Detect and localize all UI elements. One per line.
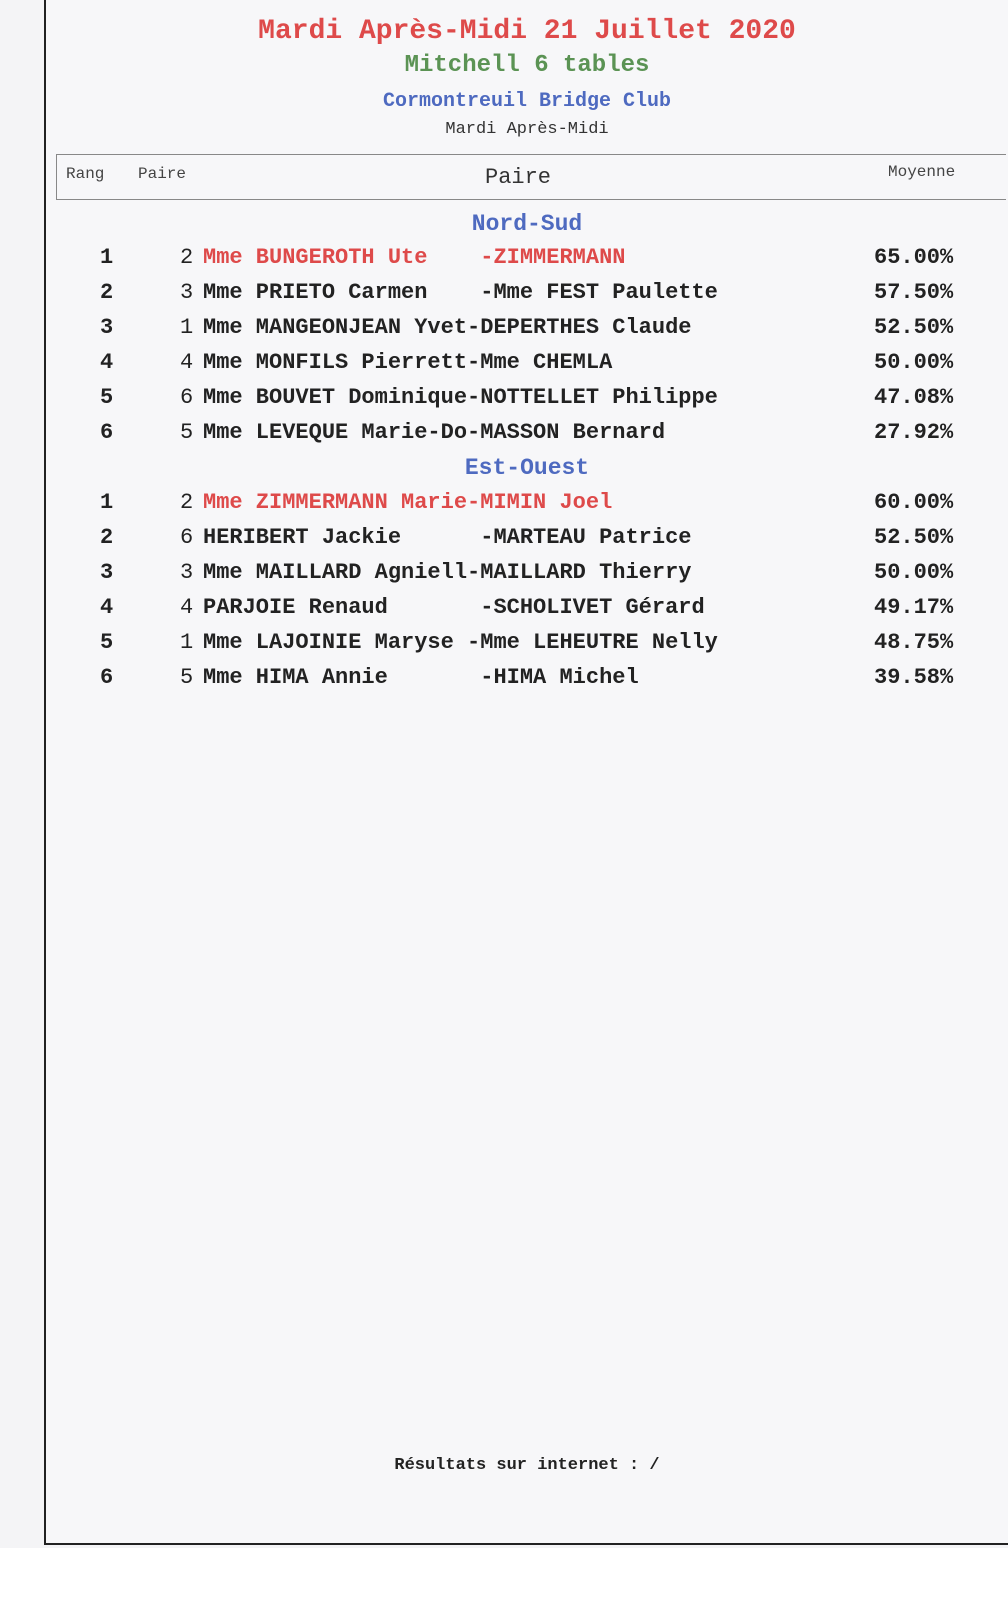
column-paire-names: Paire [485,165,552,190]
row-pair-number: 4 [180,350,194,375]
row-moyenne: 60.00% [874,490,954,515]
row-moyenne: 39.58% [874,665,954,690]
row-rang: 6 [100,665,114,690]
row-pair-number: 1 [180,630,194,655]
row-pair-names: Mme MAILLARD Agniell-MAILLARD Thierry [203,560,692,585]
table-header [56,154,1006,200]
row-moyenne: 52.50% [874,315,954,340]
row-pair-number: 4 [180,595,194,620]
table-row [46,665,1008,699]
table-row [46,595,1008,629]
table-row [46,350,1008,384]
club-name: Cormontreuil Bridge Club [382,90,672,113]
row-rang: 1 [100,490,114,515]
row-pair-number: 6 [180,525,194,550]
page-bottom-margin [0,1548,1008,1600]
section-title: Nord-Sud [471,211,583,237]
page-subtitle: Mitchell 6 tables [404,52,650,79]
row-moyenne: 49.17% [874,595,954,620]
table-row [46,525,1008,559]
row-pair-number: 6 [180,385,194,410]
row-pair-names: Mme LAJOINIE Maryse -Mme LEHEUTRE Nelly [203,630,718,655]
results-sheet [44,0,1008,1545]
row-pair-number: 3 [180,560,194,585]
row-pair-names: PARJOIE Renaud -SCHOLIVET Gérard [203,595,705,620]
row-pair-names: Mme MONFILS Pierrett-Mme CHEMLA [203,350,613,375]
row-rang: 1 [100,245,114,270]
row-pair-names: Mme LEVEQUE Marie-Do-MASSON Bernard [203,420,666,445]
row-rang: 5 [100,630,114,655]
row-pair-names: Mme MANGEONJEAN Yvet-DEPERTHES Claude [203,315,692,340]
row-rang: 5 [100,385,114,410]
row-rang: 4 [100,350,114,375]
row-rang: 4 [100,595,114,620]
column-rang: Rang [66,165,105,183]
table-row [46,315,1008,349]
row-pair-number: 3 [180,280,194,305]
table-row [46,420,1008,454]
row-pair-names: Mme BOUVET Dominique-NOTTELLET Philippe [203,385,718,410]
column-paire: Paire [138,165,187,183]
table-row [46,490,1008,524]
section-title: Est-Ouest [464,455,590,481]
row-moyenne: 50.00% [874,560,954,585]
column-moyenne: Moyenne [888,163,956,181]
row-moyenne: 65.00% [874,245,954,270]
table-row [46,630,1008,664]
table-row [46,280,1008,314]
row-moyenne: 47.08% [874,385,954,410]
row-rang: 3 [100,315,114,340]
results-footer: Résultats sur internet : / [394,1456,660,1475]
row-pair-names: Mme HIMA Annie -HIMA Michel [203,665,639,690]
row-moyenne: 48.75% [874,630,954,655]
row-moyenne: 27.92% [874,420,954,445]
table-row [46,385,1008,419]
row-pair-number: 2 [180,245,194,270]
row-pair-names: Mme BUNGEROTH Ute -ZIMMERMANN [203,245,626,270]
row-pair-number: 5 [180,420,194,445]
row-rang: 2 [100,280,114,305]
row-moyenne: 50.00% [874,350,954,375]
table-row [46,245,1008,279]
row-rang: 2 [100,525,114,550]
row-moyenne: 52.50% [874,525,954,550]
row-pair-number: 5 [180,665,194,690]
table-row [46,560,1008,594]
row-pair-names: HERIBERT Jackie -MARTEAU Patrice [203,525,692,550]
row-rang: 6 [100,420,114,445]
session-name: Mardi Après-Midi [445,120,609,139]
row-rang: 3 [100,560,114,585]
page-title: Mardi Après-Midi 21 Juillet 2020 [258,16,796,47]
row-pair-names: Mme ZIMMERMANN Marie-MIMIN Joel [203,490,613,515]
row-pair-number: 2 [180,490,194,515]
row-pair-names: Mme PRIETO Carmen -Mme FEST Paulette [203,280,718,305]
row-pair-number: 1 [180,315,194,340]
row-moyenne: 57.50% [874,280,954,305]
